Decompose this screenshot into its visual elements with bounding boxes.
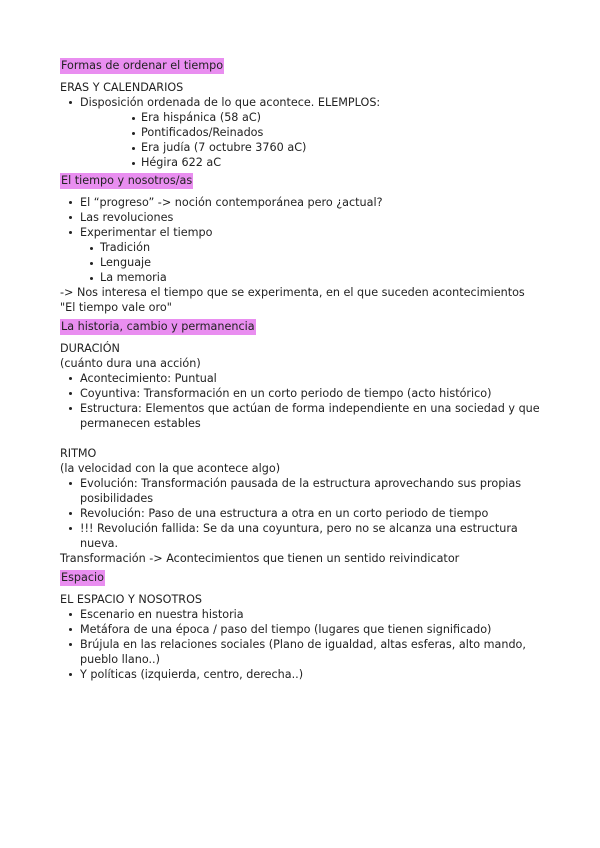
highlighted-heading: La historia, cambio y permanencia	[61, 320, 255, 333]
paragraph-line: (la velocidad con la que acontece algo)	[60, 462, 281, 475]
subheading-duracion: DURACIÓN	[60, 342, 120, 355]
highlighted-heading: Formas de ordenar el tiempo	[61, 59, 224, 72]
list-item: La memoria	[60, 270, 550, 285]
paragraph-line: "El tiempo vale oro"	[60, 301, 172, 314]
paragraph-line: (cuánto dura una acción)	[60, 357, 201, 370]
list-item: Disposición ordenada de lo que acontece. ELEMPLOS:	[60, 95, 550, 110]
list-item: Experimentar el tiempo	[60, 225, 550, 240]
list-duracion	[60, 371, 550, 431]
list-ritmo	[60, 476, 550, 551]
list-item: Brújula en las relaciones sociales (Plano de igualdad, altas esferas, alto mando, pueblo llano..)	[60, 637, 550, 667]
list-espacio	[60, 607, 550, 682]
list-item: Revolución: Paso de una estructura a otra en un corto periodo de tiempo	[60, 506, 550, 521]
list-item: Metáfora de una época / paso del tiempo (lugares que tienen significado)	[60, 622, 550, 637]
subheading-ritmo: RITMO	[60, 447, 97, 460]
subheading-eras: ERAS Y CALENDARIOS	[60, 81, 184, 94]
subheading-espacio: EL ESPACIO Y NOSOTROS	[60, 593, 202, 606]
list-item: Lenguaje	[60, 255, 550, 270]
list-item: El “progreso” -> noción contemporánea pero ¿actual?	[60, 195, 550, 210]
list-item: Y políticas (izquierda, centro, derecha..)	[60, 667, 550, 682]
list-item: Coyuntiva: Transformación en un corto periodo de tiempo (acto histórico)	[60, 386, 550, 401]
spacer	[60, 431, 550, 446]
list-item: Pontificados/Reinados	[60, 125, 550, 140]
paragraph-line: Transformación -> Acontecimientos que tienen un sentido reivindicator	[60, 552, 460, 565]
section-heading-formas	[60, 58, 550, 75]
list-tiempo	[60, 195, 550, 285]
list-item: Estructura: Elementos que actúan de forma independiente en una sociedad y que permanecen estables	[60, 401, 550, 431]
highlighted-heading: El tiempo y nosotros/as	[61, 174, 193, 187]
highlighted-heading: Espacio	[61, 571, 104, 584]
paragraph-line: -> Nos interesa el tiempo que se experimenta, en el que suceden acontecimientos	[60, 286, 525, 299]
list-item: Era judía (7 octubre 3760 aC)	[60, 140, 550, 155]
document-page	[60, 58, 550, 682]
list-item: Escenario en nuestra historia	[60, 607, 550, 622]
list-item: Acontecimiento: Puntual	[60, 371, 550, 386]
list-item: Tradición	[60, 240, 550, 255]
section-heading-historia	[60, 319, 550, 336]
list-item: Evolución: Transformación pausada de la estructura aprovechando sus propias posibilidades	[60, 476, 550, 506]
section-heading-tiempo	[60, 173, 550, 190]
list-item: !!! Revolución fallida: Se da una coyuntura, pero no se alcanza una estructura nueva.	[60, 521, 550, 551]
list-item: Las revoluciones	[60, 210, 550, 225]
list-eras	[60, 95, 550, 170]
list-item: Era hispánica (58 aC)	[60, 110, 550, 125]
list-item: Hégira 622 aC	[60, 155, 550, 170]
section-heading-espacio	[60, 570, 550, 587]
